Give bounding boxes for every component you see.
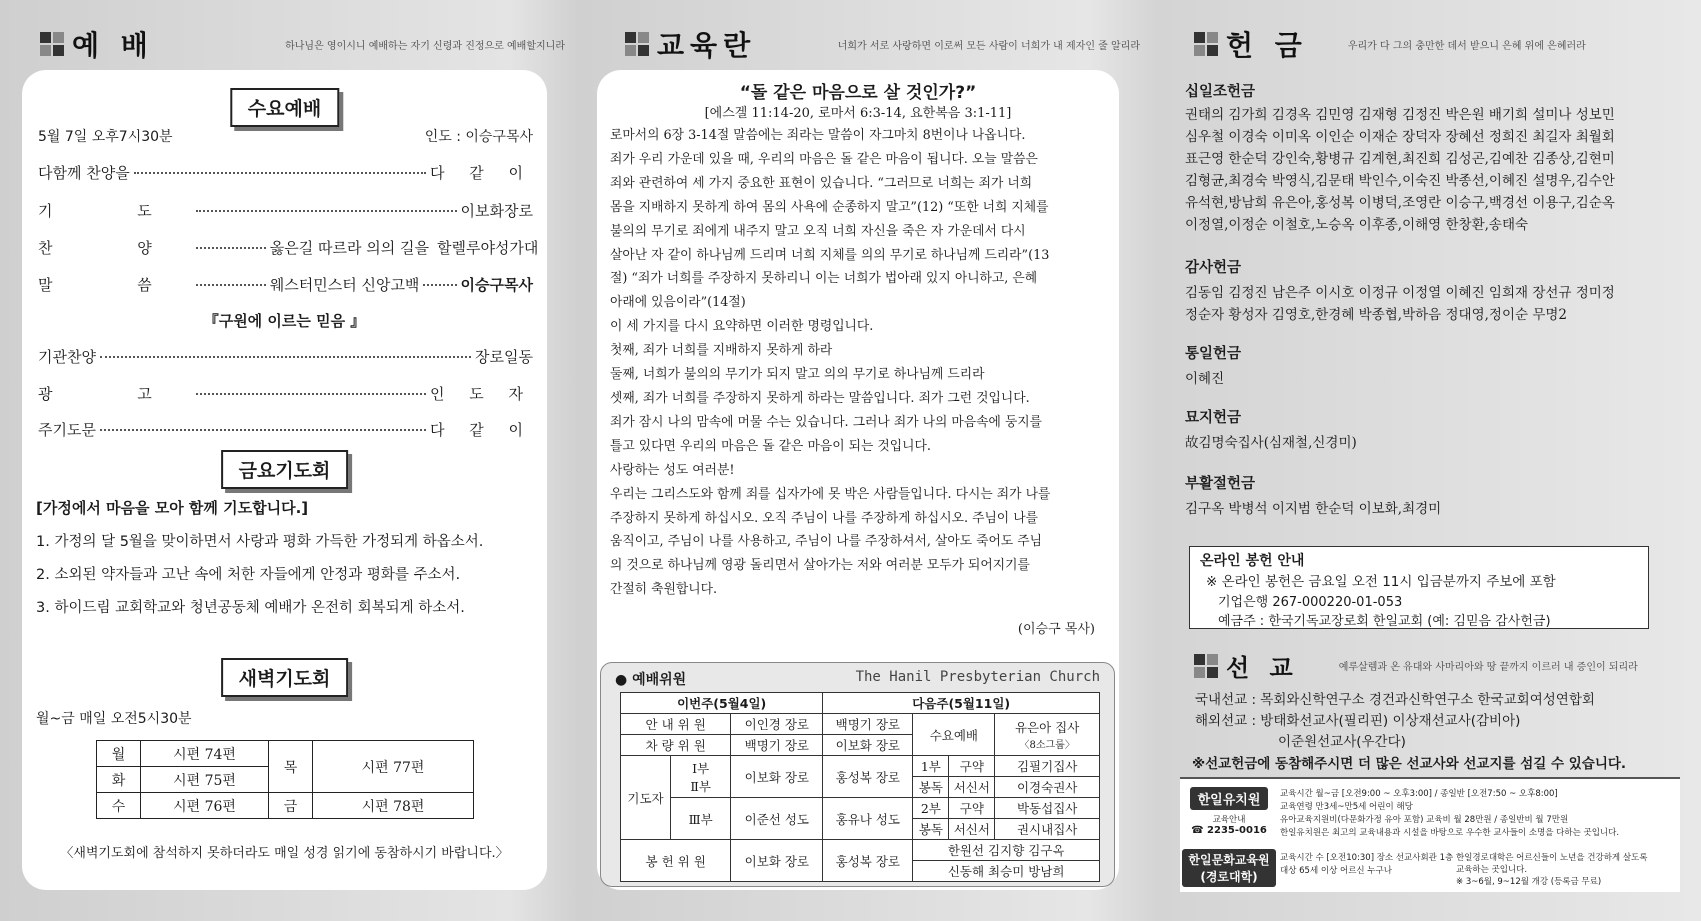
grave-names: 故김명숙집사(심재철,신경미) [1185, 435, 1357, 451]
sermon-body [610, 124, 1107, 602]
sermon-line: 이 세 가지를 다시 요약하면 이러한 명령입니다. [610, 319, 874, 335]
person-cell: 한원선 김지향 김구옥 [913, 840, 1100, 861]
institutions-box [1180, 777, 1680, 892]
this-week-header: 이번주(5월4일) [621, 693, 823, 714]
unity-heading: 통일헌금 [1185, 346, 1242, 362]
senior-sub: (경로대학) [1200, 870, 1258, 884]
senior-label [1182, 849, 1276, 887]
dot-leader [100, 429, 426, 431]
role-cell: 안 내 위 원 [621, 714, 731, 735]
part-cell: 1부 [913, 756, 949, 777]
person-cell: 신동해 최승미 방남희 [913, 861, 1100, 882]
worship-committee [600, 662, 1115, 887]
order-value: 이보화장로 [460, 202, 533, 220]
next-week-header: 다음주(5월11일) [823, 693, 1100, 714]
grid-icon [1194, 32, 1218, 56]
part-cell: 봉독 [913, 777, 949, 798]
offering-header [1194, 24, 1691, 64]
sermon-line: 불의의 무기로 죄에게 내주지 말고 오직 너희 자신을 죽은 자 가운데서 다시 [610, 223, 1026, 239]
prayer-item: 3. 하이드림 교회학교와 청년공동체 예배가 온전히 회복되게 하소서. [36, 600, 465, 616]
order-row [38, 383, 533, 404]
senior-target: 대상 65세 이상 어르신 누구나 [1280, 866, 1392, 876]
overseas-mission: 해외선교 : 방태화선교사(필리핀) 이상재선교사(감비아) [1195, 713, 1521, 729]
reading-cell: 시편 77편 [313, 741, 474, 793]
sermon-line: 죄가 우리 가운데 있을 때, 우리의 마음은 돌 같은 마음이 됩니다. 오늘 말씀은 [610, 151, 1038, 167]
church-name: The Hanil Presbyterian Church [855, 669, 1100, 685]
order-value: 다 같 이 [429, 421, 533, 439]
sermon-title: “돌 같은 마음으로 살 것인가?” [739, 83, 977, 103]
education-title: 교육란 [657, 29, 757, 62]
part-cell: 서신서 [949, 777, 995, 798]
dot-leader [196, 210, 457, 212]
wednesday-title: 수요예배 [230, 88, 339, 127]
order-row [38, 162, 533, 183]
sermon-line: 살아난 자 같이 하나님께 드리며 너희 지체를 의의 무기로 하나님께 드리라”(13 [610, 247, 1050, 263]
name-line: 권태의 김가희 김경옥 김민영 김재형 김정진 박은원 배기희 설미나 성보민 [1185, 107, 1615, 123]
senior-desc: 한일경로대학은 어르신들이 노년을 건강하게 살도록 [1456, 853, 1648, 863]
online-note: ※ 온라인 봉헌은 금요일 오전 11시 입금분까지 주보에 포함 [1206, 574, 1556, 590]
dot-leader [196, 393, 426, 395]
sermon-line: 몸을 지배하지 못하게 하여 몸의 사욕에 순종하지 말고”(12) “또한 너희 지체를 [610, 199, 1049, 215]
worship-verse: 하나님은 영이시니 예배하는 자기 신령과 진정으로 예배할지니라 [285, 40, 565, 52]
order-label: 기관찬양 [38, 348, 96, 366]
wed-group: 〈8소그룹〉 [1019, 740, 1075, 751]
prayer-item: 1. 가정의 달 5월을 맞이하면서 사랑과 평화 가득한 가정되게 하옵소서. [36, 534, 484, 550]
person-cell: 이보화 장로 [823, 735, 913, 756]
sermon-line: 사랑하는 성도 여러분! [610, 462, 735, 478]
sermon-line: 우리는 그리스도와 함께 죄를 십자가에 못 박은 사람들입니다. 다시는 죄가 나를 [610, 486, 1051, 502]
sermon-line: 둘째, 너희가 불의의 무기가 되지 말고 의의 무기로 하나님께 드리라 [610, 367, 985, 383]
sermon-line: 간절히 축원합니다. [610, 582, 718, 598]
committee-table [620, 692, 1100, 882]
senior-name: 한일문화교육원 [1188, 853, 1270, 867]
mission-title: 선 교 [1226, 654, 1299, 682]
senior-desc-2: 교육하는 곳입니다. [1456, 865, 1528, 875]
sermon-line: 아래에 있음이라”(14절) [610, 295, 746, 311]
friday-title: 금요기도회 [221, 450, 349, 489]
sermon-line: 주장하지 못하게 하십시오. 오직 주님이 나를 주장하게 하십시오. 주님이 나를 [610, 510, 1038, 526]
easter-heading: 부활절헌금 [1185, 476, 1256, 492]
role-cell: 차 량 위 원 [621, 735, 731, 756]
sermon-line: 셋째, 죄가 너희를 주장하지 못하게 하라는 말씀입니다. 죄가 그런 것입니다. [610, 390, 1030, 406]
order-row [38, 274, 533, 295]
online-offering-box [1189, 546, 1649, 629]
sermon-line: 움직이고, 주님이 나를 사용하고, 주님이 나를 주장하셔서, 살아도 죽어도 주님 [610, 534, 1043, 550]
education-header [625, 24, 1140, 64]
name-line: 이정열,이정순 이철호,노승옥 이후종,이해영 한창환,송태숙 [1185, 217, 1529, 233]
name-line: 유석현,방남희 유은아,홍성복 이병덕,조영란 이승구,백경선 이용구,김순옥 [1185, 195, 1615, 211]
part-cell: 구약 [949, 756, 995, 777]
order-row [38, 200, 533, 221]
unity-names: 이혜진 [1185, 371, 1225, 387]
order-row [38, 237, 539, 258]
senior-hours: 교육시간 수 [오전10:30] 장소 선교사회관 1층 [1280, 853, 1454, 863]
grid-icon [1194, 654, 1218, 678]
dot-leader [196, 247, 266, 249]
order-value: 할렐루야성가대 [436, 239, 539, 257]
online-title: 온라인 봉헌 안내 [1200, 553, 1305, 569]
reading-cell: 시편 75편 [141, 767, 269, 793]
grid-icon [40, 32, 64, 56]
thanks-heading: 감사헌금 [1185, 260, 1242, 276]
kindergarten-fee: 유아교육지원비(다문화가정 유아 포함) 교육비 월 28만원 / 종일반비 월 7만원 [1280, 815, 1569, 825]
role-cell: 기도자 [621, 756, 671, 840]
dot-leader [100, 356, 471, 358]
day-cell: 금 [269, 793, 313, 819]
tithe-names [1185, 104, 1675, 236]
order-value: 인 도 자 [429, 385, 533, 403]
dawn-schedule-table [96, 740, 474, 819]
role-cell: 봉 헌 위 원 [621, 840, 731, 882]
kindergarten-guide: 교육안내 [1212, 815, 1246, 825]
kindergarten-phone: ☎ 2235-0016 [1191, 825, 1267, 836]
overseas-mission-2: 이준원선교사(우간다) [1278, 734, 1406, 750]
dot-leader [423, 284, 456, 286]
person-cell: 백명기 장로 [823, 714, 913, 735]
grave-heading: 묘지헌금 [1185, 410, 1242, 426]
wednesday-leader: 인도 : 이승구목사 [424, 129, 533, 145]
part-label: Ⅰ부 [692, 760, 710, 776]
mission-appeal: ※선교헌금에 동참해주시면 더 많은 선교사와 선교지를 섬길 수 있습니다. [1192, 756, 1627, 772]
prayer-item: 2. 소외된 약자들과 고난 속에 처한 자들에게 안정과 평화를 주소서. [36, 567, 461, 583]
mission-verse: 예루살렘과 온 유대와 사마리아와 땅 끝까지 이르러 내 증인이 되리라 [1338, 662, 1638, 673]
person-cell: 이보화 장로 [731, 756, 823, 798]
day-cell: 수 [97, 793, 141, 819]
worship-title: 예 배 [72, 29, 154, 62]
reading-cell: 시편 74편 [141, 741, 269, 767]
person-cell: 홍성복 장로 [823, 756, 913, 798]
order-mid: 웨스터민스터 신앙고백 [269, 276, 420, 294]
mission-header [1194, 648, 1638, 683]
person-cell: 이보화 장로 [731, 840, 823, 882]
offering-verse: 우리가 다 그의 충만한 데서 받으니 은혜 위에 은혜러라 [1347, 40, 1586, 52]
tithe-heading: 십일조헌금 [1185, 84, 1256, 100]
order-label: 다함께 찬양을 [38, 164, 130, 182]
person-cell: 권시내집사 [995, 819, 1100, 840]
day-cell: 월 [97, 741, 141, 767]
order-label: 찬 양 [38, 239, 192, 257]
sermon-line: 의 것으로 하나님께 영광 돌리면서 살아가는 저와 여러분 모두가 되어지기를 [610, 558, 1030, 574]
kindergarten-name: 한일유치원 [1190, 787, 1269, 810]
dot-leader [196, 284, 266, 286]
person-cell: 백명기 장로 [731, 735, 823, 756]
day-cell: 화 [97, 767, 141, 793]
grid-icon [625, 32, 649, 56]
sermon-line: 로마서의 6장 3-14절 말씀에는 죄라는 말씀이 자그마치 8번이나 나옵니다. [610, 128, 1026, 143]
kindergarten-age: 교육연령 만3세~만5세 어린이 해당 [1280, 802, 1413, 812]
person-cell: 홍유나 성도 [823, 798, 913, 840]
wednesday-date: 5월 7일 오후7시30분 [38, 129, 173, 145]
order-row [38, 346, 533, 367]
dot-leader [134, 172, 426, 174]
friday-theme: [가정에서 마음을 모아 함께 기도합니다.] [36, 499, 309, 517]
sermon-line: 죄가 잠시 나의 맘속에 머물 수는 있습니다. 그러나 죄가 나의 마음속에 둥지를 [610, 414, 1043, 430]
name-line: 정순자 황성자 김영호,한경혜 박종협,박하음 정대영,정이순 무명2 [1185, 307, 1567, 323]
education-verse: 너희가 서로 사랑하면 이로써 모든 사람이 너희가 내 제자인 줄 알리라 [837, 40, 1140, 52]
order-value: 장로일동 [475, 348, 533, 366]
dawn-time: 월~금 매일 오전5시30분 [36, 711, 192, 727]
order-label: 주기도문 [38, 421, 96, 439]
part-label: Ⅱ부 [690, 778, 711, 794]
offering-title: 헌 금 [1226, 29, 1308, 62]
reading-cell: 시편 76편 [141, 793, 269, 819]
order-value: 이승구목사 [460, 276, 533, 294]
senior-schedule: ※ 3~6월, 9~12월 개강 (등록금 무료) [1456, 877, 1602, 887]
sermon-line: 틀고 있다면 우리의 마음은 돌 같은 마음이 되는 것입니다. [610, 438, 931, 454]
person-cell: 이준선 성도 [731, 798, 823, 840]
sermon-line: 죄와 관련하여 세 가지 중요한 표현이 있습니다. “그러므로 너희는 죄가 너희 [610, 175, 1033, 191]
order-label: 기 도 [38, 202, 192, 220]
sermon-reference: [에스겔 11:14-20, 로마서 6:3-14, 요한복음 3:1-11] [704, 106, 1012, 121]
easter-names: 김구옥 박병석 이지범 한순덕 이보화,최경미 [1185, 501, 1442, 517]
day-cell: 목 [269, 741, 313, 793]
order-value: 다 같 이 [429, 164, 533, 182]
kindergarten-desc: 한일유치원은 최고의 교육내용과 시설을 바탕으로 우수한 교사들이 소명을 다하는 곳입니다. [1280, 828, 1620, 838]
name-line: 김형균,최경숙 박영식,김문태 박인수,이숙진 박종선,이혜진 설명우,김수안 [1185, 173, 1615, 189]
name-line: 심우철 이경숙 이미옥 이인순 이재순 장덕자 장혜선 정희진 최길자 최월회 [1185, 129, 1615, 145]
person-cell: 박동섭집사 [995, 798, 1100, 819]
worship-panel [22, 70, 547, 890]
order-mid: 옳은길 따르라 의의 길을 [269, 239, 429, 257]
part-cell: 2부 [913, 798, 949, 819]
committee-title: ● 예배위원 [615, 672, 687, 688]
person-cell: 홍성복 장로 [823, 840, 913, 882]
role-cell: 수요예배 [913, 714, 995, 756]
kindergarten-label [1182, 787, 1276, 836]
worship-header [40, 24, 565, 64]
reading-cell: 시편 78편 [313, 793, 474, 819]
dawn-title: 새벽기도회 [221, 658, 349, 697]
part-cell: Ⅲ부 [671, 798, 731, 840]
domestic-mission: 국내선교 : 목회와신학연구소 경건과신학연구소 한국교회여성연합회 [1195, 692, 1595, 708]
order-row [38, 419, 533, 440]
name-line: 김동임 김정진 남은주 이시호 이정규 이정열 이혜진 임희재 장선규 정미정 [1185, 285, 1615, 301]
person-cell [995, 714, 1100, 756]
wed-person: 유은아 집사 [1014, 720, 1080, 735]
person-cell: 이경숙권사 [995, 777, 1100, 798]
person-cell: 김필기집사 [995, 756, 1100, 777]
part-cell: 봉독 [913, 819, 949, 840]
account-holder: 예금주 : 한국기독교장로회 한일교회 (예: 김믿음 감사헌금) [1218, 614, 1551, 629]
part-cell: 구약 [949, 798, 995, 819]
thanks-names [1185, 282, 1675, 326]
order-label: 광 고 [38, 385, 192, 403]
order-label: 말 씀 [38, 276, 192, 294]
part-cell: 서신서 [949, 819, 995, 840]
kindergarten-hours: 교육시간 월~금 [오전9:00 ~ 오후3:00] / 종일반 [오전7:50 ~ 오후8:00] [1280, 789, 1558, 799]
name-line: 표근영 한순덕 강인숙,황병규 김계현,최진희 김성곤,김예찬 김종상,김현미 [1185, 151, 1615, 167]
sermon-topic: 『구원에 이르는 믿음 』 [203, 312, 366, 330]
sermon-line: 첫째, 죄가 너희를 지배하지 못하게 하라 [610, 343, 833, 359]
bank-account: 기업은행 267-000220-01-053 [1218, 595, 1403, 610]
sermon-line: 절) “죄가 너희를 주장하지 못하리니 이는 너희가 법아래 있지 아니하고, 은혜 [610, 271, 1038, 287]
sermon-author: (이승구 목사) [1017, 622, 1095, 637]
dawn-note: 〈새벽기도회에 참석하지 못하더라도 매일 성경 읽기에 동참하시기 바랍니다.〉 [60, 846, 509, 861]
person-cell: 이인경 장로 [731, 714, 823, 735]
part-cell [671, 756, 731, 798]
